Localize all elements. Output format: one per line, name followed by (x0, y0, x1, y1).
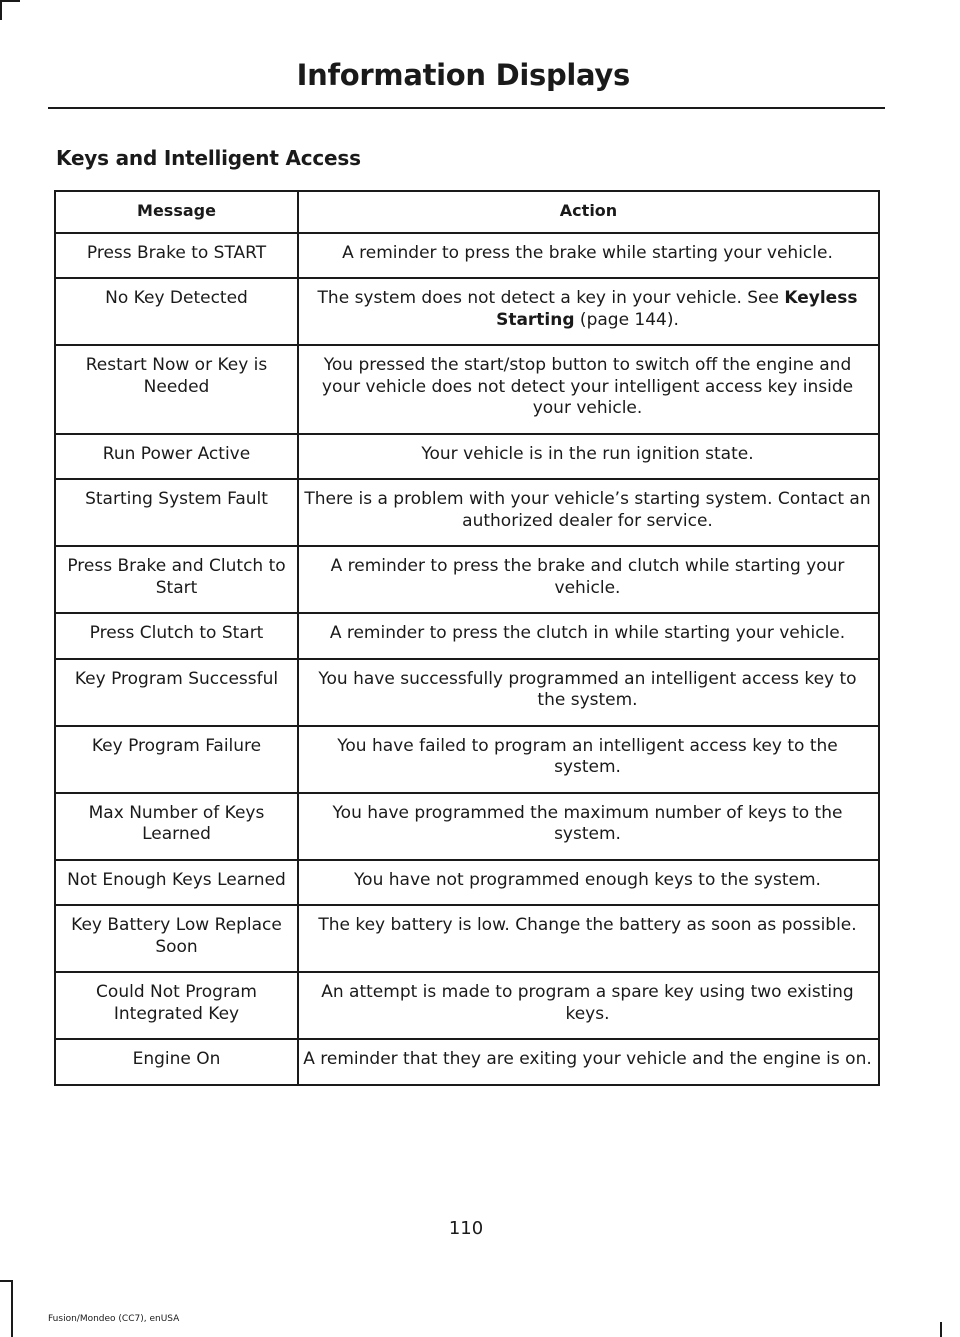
column-header-message: Message (55, 191, 298, 233)
crop-mark-top-left (0, 0, 2, 20)
table-row (55, 345, 879, 434)
table-row (55, 278, 879, 345)
action-cell: A reminder that they are exiting your vehicle and the engine is on. (298, 1039, 879, 1085)
table-row (55, 434, 879, 480)
messages-table (54, 190, 880, 1086)
action-cell: A reminder to press the brake while starting your vehicle. (298, 233, 879, 279)
message-cell: Restart Now or Key is Needed (55, 345, 298, 434)
message-cell: Key Battery Low Replace Soon (55, 905, 298, 972)
table-row (55, 793, 879, 860)
message-cell: Starting System Fault (55, 479, 298, 546)
action-cell: You have not programmed enough keys to the system. (298, 860, 879, 906)
action-cell: A reminder to press the brake and clutch while starting your vehicle. (298, 546, 879, 613)
action-cell: There is a problem with your vehicle’s starting system. Contact an authorized dealer for service. (298, 479, 879, 546)
section-heading: Keys and Intelligent Access (56, 146, 361, 170)
table-row (55, 1039, 879, 1085)
action-cell: You have programmed the maximum number of keys to the system. (298, 793, 879, 860)
column-header-action: Action (298, 191, 879, 233)
message-cell: Key Program Successful (55, 659, 298, 726)
message-cell: Press Brake and Clutch to Start (55, 546, 298, 613)
table-row (55, 972, 879, 1039)
cross-reference-link[interactable]: Keyless Starting (496, 288, 858, 330)
crop-mark-bottom-right (940, 1322, 942, 1337)
message-cell: Press Brake to START (55, 233, 298, 279)
message-cell: Could Not Program Integrated Key (55, 972, 298, 1039)
table-header-row (55, 191, 879, 233)
message-cell: Run Power Active (55, 434, 298, 480)
table-row (55, 613, 879, 659)
table-row (55, 726, 879, 793)
message-cell: Engine On (55, 1039, 298, 1085)
table-row (55, 905, 879, 972)
crop-mark-bottom-left-h (0, 1280, 13, 1282)
table-row (55, 479, 879, 546)
message-cell: No Key Detected (55, 278, 298, 345)
action-cell: You pressed the start/stop button to switch off the engine and your vehicle does not detect your intelligent access key inside your vehicle. (298, 345, 879, 434)
action-cell: Your vehicle is in the run ignition state. (298, 434, 879, 480)
table-row (55, 860, 879, 906)
action-cell: The key battery is low. Change the battery as soon as possible. (298, 905, 879, 972)
crop-mark-top-left-h (0, 0, 20, 2)
action-cell (298, 278, 879, 345)
crop-mark-bottom-left (11, 1280, 13, 1337)
action-text: The system does not detect a key in your vehicle. See (317, 288, 785, 308)
page-header-title: Information Displays (296, 58, 630, 92)
message-cell: Max Number of Keys Learned (55, 793, 298, 860)
action-cell: An attempt is made to program a spare key using two existing keys. (298, 972, 879, 1039)
message-cell: Not Enough Keys Learned (55, 860, 298, 906)
table-row (55, 233, 879, 279)
footer-document-id: Fusion/Mondeo (CC7), enUSA (48, 1314, 180, 1324)
header-divider (48, 107, 885, 109)
action-cell: You have successfully programmed an intelligent access key to the system. (298, 659, 879, 726)
page-number: 110 (448, 1218, 484, 1239)
message-cell: Key Program Failure (55, 726, 298, 793)
page-reference: (page 144). (574, 309, 679, 330)
table-row (55, 546, 879, 613)
table-row (55, 659, 879, 726)
action-cell: A reminder to press the clutch in while starting your vehicle. (298, 613, 879, 659)
action-cell: You have failed to program an intelligent access key to the system. (298, 726, 879, 793)
message-cell: Press Clutch to Start (55, 613, 298, 659)
